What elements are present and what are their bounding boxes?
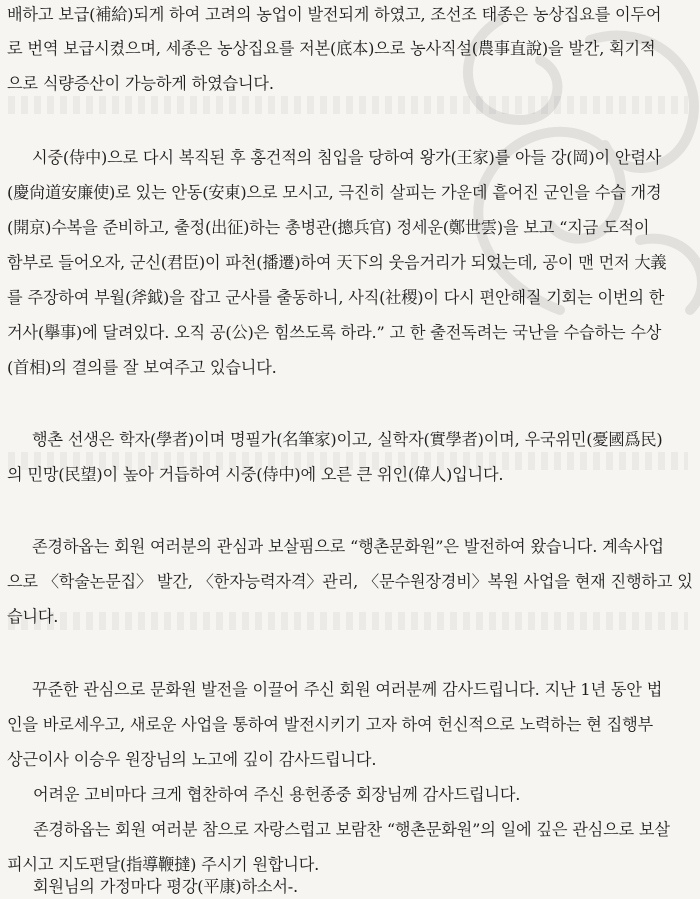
- text-line: (慶尙道安廉使)로 있는 안동(安東)으로 모시고, 극진히 살피는 가운데 흩어진 군인을 수습 개경: [7, 183, 662, 202]
- text-line: 피시고 지도편달(指導鞭撻) 주시기 원합니다.: [7, 855, 320, 874]
- text-line: 존경하옵는 회원 여러분의 관심과 보살핌으로 “행촌문화원”은 발전하여 왔습니다. 계속사업: [32, 537, 664, 556]
- text-line: 으로 〈학술논문집〉 발간, 〈한자능력자격〉관리, 〈문수원장경비〉복원 사업을 현재 진행하고 있: [7, 572, 693, 591]
- text-line: 배하고 보급(補給)되게 하여 고려의 농업이 발전되게 하였고, 조선조 태종은 농상집요를 이두어: [7, 5, 662, 24]
- text-line: 인을 바로세우고, 새로운 사업을 통하여 발전시키기 고자 하여 헌신적으로 노력하는 현 집행부: [7, 715, 653, 734]
- text-line: 행촌 선생은 학자(學者)이며 명필가(名筆家)이고, 실학자(實學者)이며, 우국위민(憂國爲民): [32, 430, 663, 449]
- text-line: (首相)의 결의를 잘 보여주고 있습니다.: [7, 358, 277, 377]
- text-line: 함부로 들어오자, 군신(君臣)이 파천(播遷)하여 天下의 웃음거리가 되었는데, 공이 맨 먼저 大義: [7, 253, 667, 272]
- text-line: 꾸준한 관심으로 문화원 발전을 이끌어 주신 회원 여러분께 감사드립니다. 지난 1년 동안 법: [32, 680, 663, 699]
- text-line: 의 민망(民望)이 높아 거듭하여 시중(侍中)에 오른 큰 위인(偉人)입니다.: [7, 465, 504, 484]
- text-line: 상근이사 이승우 원장님의 노고에 깊이 감사드립니다.: [7, 750, 377, 769]
- text-line: 거사(擧事)에 달려있다. 오직 공(公)은 힘쓰도록 하라.” 고 한 출전독려는 국난을 수습하는 수상: [7, 323, 662, 342]
- text-line: (開京)수복을 준비하고, 출정(出征)하는 총병관(摠兵官) 정세운(鄭世雲)을 보고 “지금 도적이: [7, 218, 650, 237]
- text-line: 어려운 고비마다 크게 협찬하여 주신 용헌종중 회장님께 감사드립니다.: [33, 785, 521, 804]
- text-line: 시중(侍中)으로 다시 복직된 후 홍건적의 침입을 당하여 왕가(王家)를 아들 강(岡)이 안렴사: [32, 148, 662, 167]
- closing-line: 회원님의 가정마다 평강(平康)하소서-.: [33, 877, 298, 896]
- text-line: 존경하옵는 회원 여러분 참으로 자랑스럽고 보람찬 “행촌문화원”의 일에 깊은 관심으로 보살: [33, 820, 670, 839]
- text-line: 로 번역 보급시켰으며, 세종은 농상집요를 저본(底本)으로 농사직설(農事直說)을 발간, 획기적: [7, 39, 656, 58]
- show-through-text: [8, 96, 688, 114]
- text-line: 습니다.: [7, 607, 59, 626]
- text-line: 으로 식량증산이 가능하게 하였습니다.: [7, 74, 274, 93]
- text-line: 를 주장하여 부월(斧鉞)을 잡고 군사를 출동하니, 사직(社稷)이 다시 편안해질 기회는 이번의 한: [7, 288, 665, 307]
